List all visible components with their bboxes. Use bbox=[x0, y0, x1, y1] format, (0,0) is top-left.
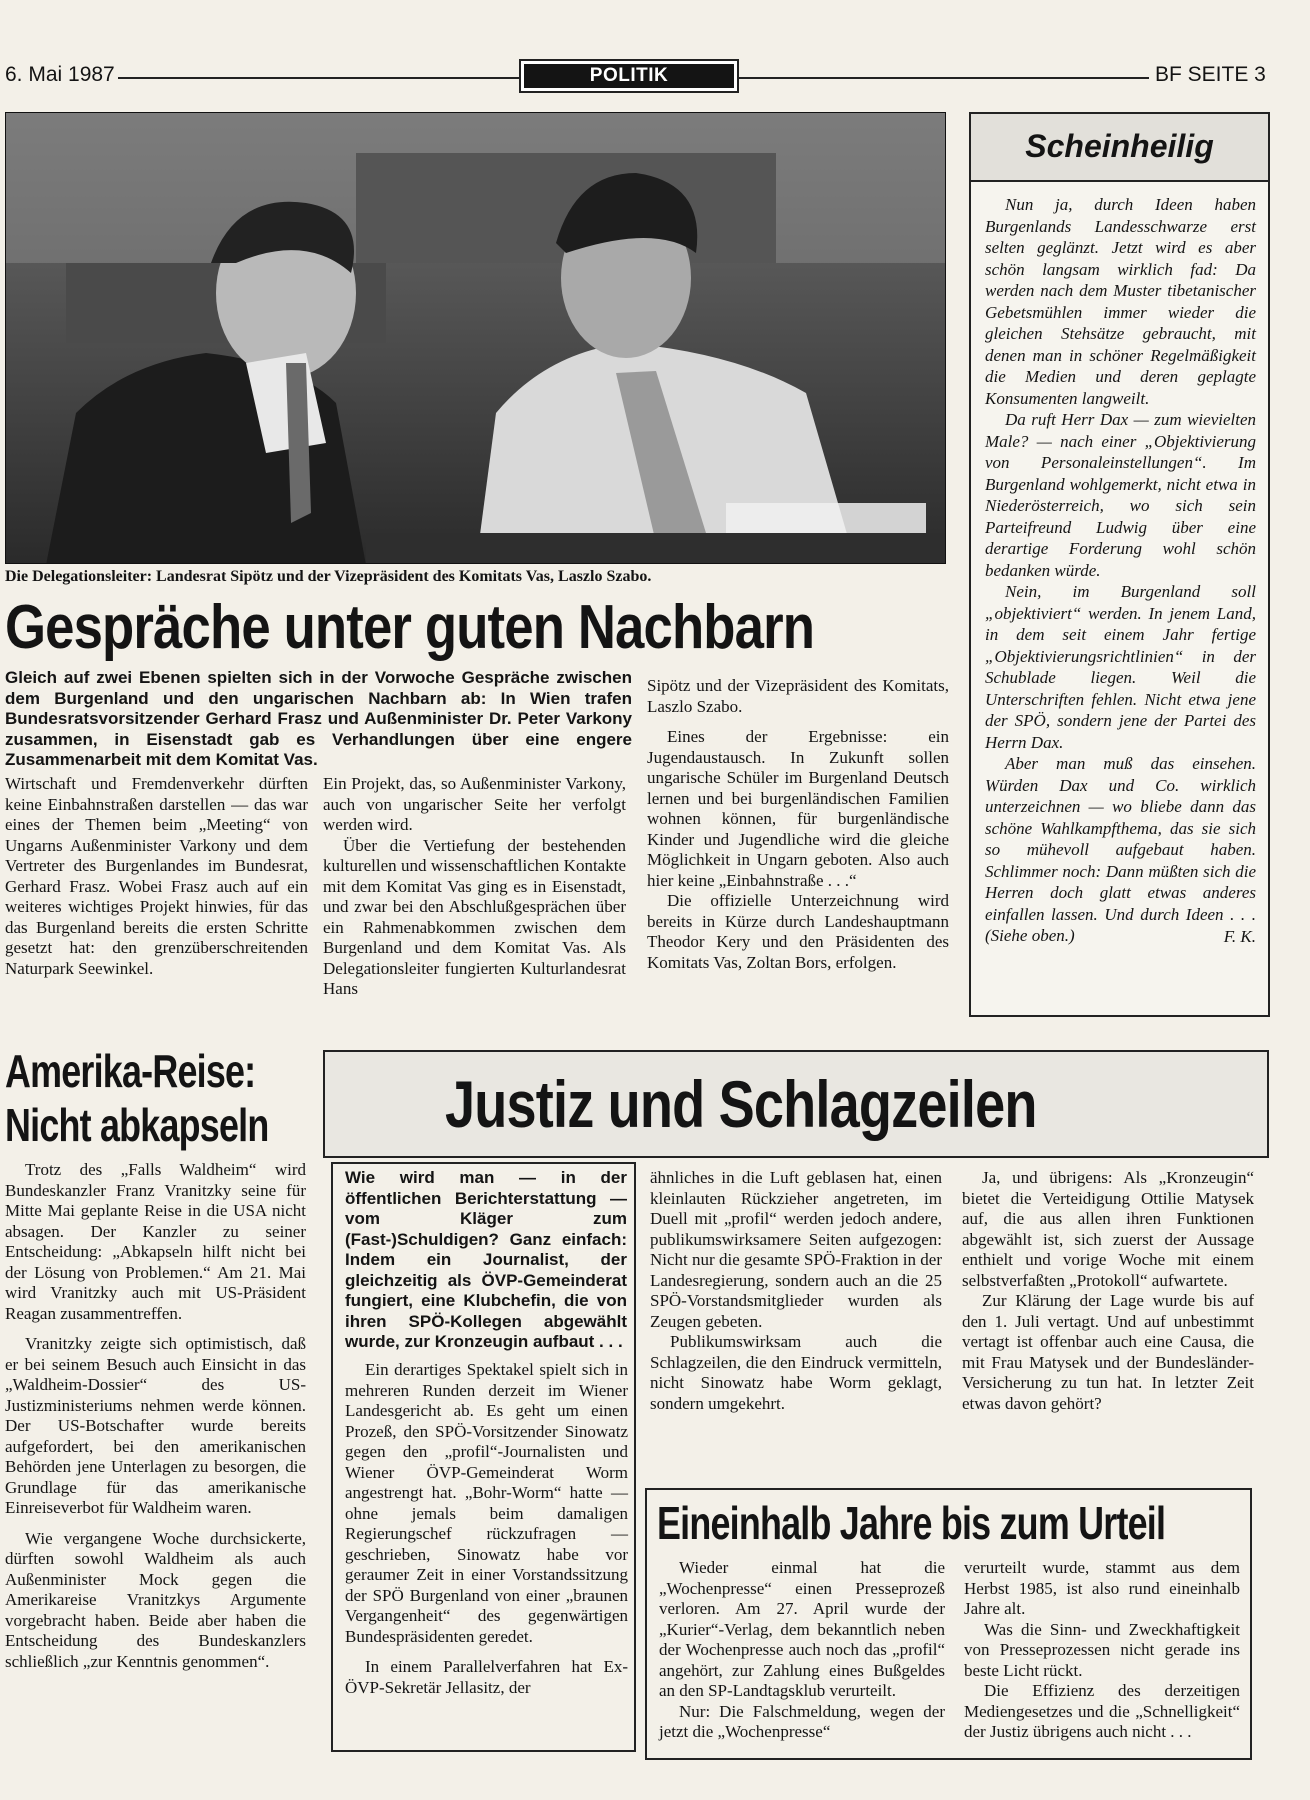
justiz-col-2 bbox=[650, 1168, 942, 1414]
justiz-col2-p1: ähnliches in die Luft geblasen hat, einen kleinlauten Rückzieher angetreten, im Duell mit „profil“ werden jedoch andere, publikumswirksamere Seiten aufgezogen: Nicht nur die gesamte SPÖ-Fraktion in der Landesregierung, sondern auch an die 25 SPÖ-Vorstandsmitglieder wurden als Zeugen gebeten. bbox=[650, 1168, 942, 1331]
main-col2-p2: Über die Vertiefung der bestehenden kulturellen und wissenschaftlichen Kontakte mit dem Komitat Vas ging es in Eisenstadt, und zwar bei den Abschlußgesprächen über ein Rahmenabkommen zwischen dem Burgenland und dem Komitat Vas. Als Delegationsleiter fungierten Kulturlandesrat Hans bbox=[323, 835, 626, 998]
commentary-p3: Nein, im Burgenland soll „objektiviert“ werden. In jenem Land, in dem seit einem Jahr fertige „Objektivierungsrichtlinien“ in der Schublade liegen. Weil die Unterschriften fehlen. Nicht etwa jene der SPÖ, sondern jene der Partei des Herrn Dax. bbox=[985, 582, 1256, 752]
main-col1-text: Wirtschaft und Fremdenverkehr dürften keine Einbahnstraßen darstellen — das war eines der Themen beim „Meeting“ von Ungarns Außenminister Varkony und dem Vertreter des Burgenlandes im Bundesrat, Gerhard Frasz. Wobei Frasz auch auf ein weiteres wichtiges Projekt hinwies, für das das Burgenland bereits die ersten Schritte gesetzt hat: den grenzüberschreitenden Naturpark Seewinkel. bbox=[5, 774, 308, 978]
urteil-col1-p1: Wieder einmal hat die „Wochenpresse“ einen Presseprozeß verloren. Am 27. April wurde der „Kurier“-Verlag, dem bekanntlich neben der Wochenpresse auch noch das „profil“ angehört, zur Zahlung eines Bußgeldes an den SP-Landtagsklub verurteilt. bbox=[659, 1558, 945, 1700]
urteil-col2-p2: Was die Sinn- und Zweckhaftigkeit von Presseprozessen nicht gerade ins beste Licht rückt. bbox=[964, 1619, 1240, 1680]
urteil-box bbox=[645, 1488, 1252, 1760]
main-headline: Gespräche unter guten Nachbarn bbox=[5, 593, 815, 662]
commentary-p2: Da ruft Herr Dax — zum wievielten Male? — nach einer „Objektivierung von Personaleinstellungen“. Im Burgenland wohlgemerkt, nicht etwa in Niederösterreich, wo sich sein Parteifreund Ludwig über eine derartige Forderung wohl schön bedanken würde. bbox=[985, 410, 1256, 580]
section-label-box bbox=[519, 59, 739, 93]
urteil-col1-p2: Nur: Die Falschmeldung, wegen der jetzt die „Wochenpresse“ bbox=[659, 1701, 945, 1741]
justiz-col1-p2: In einem Parallelverfahren hat Ex-ÖVP-Sekretär Jellasitz, der bbox=[345, 1657, 628, 1697]
justiz-headline-box bbox=[323, 1050, 1269, 1158]
main-col3-p1: Sipötz und der Vizepräsident des Komitats, Laszlo Szabo. bbox=[647, 676, 949, 716]
main-col3-p3: Die offizielle Unterzeichnung wird bereits in Kürze durch Landeshauptmann Theodor Kery und den Präsidenten des Komitats Vas, Zoltan Bors, erfolgen. bbox=[647, 891, 949, 972]
justiz-col3-p1: Ja, und übrigens: Als „Kronzeugin“ bietet die Verteidigung Ottilie Matysek auf, die aus allen ihren Funktionen abgewählt ist, sich zuerst der Aussage enthielt und vorige Woche mit einem selbstverfaßten „Protokoll“ aufwartete. bbox=[962, 1168, 1254, 1290]
justiz-col3-p2: Zur Klärung der Lage wurde bis auf den 1. Juli vertagt. Und auf unbestimmt vertagt ist offenbar auch eine Causa, die mit Frau Matysek und der Bundesländer-Versicherung zu tun hat. In letzter Zeit etwas davon gehört? bbox=[962, 1291, 1254, 1413]
justiz-col-1 bbox=[345, 1360, 628, 1698]
photo-caption: Die Delegationsleiter: Landesrat Sipötz und der Vizepräsident des Komitats Vas, Laszlo Szabo. bbox=[5, 568, 652, 585]
header-rule-right bbox=[739, 77, 1149, 79]
urteil-col-2 bbox=[964, 1558, 1240, 1743]
urteil-col2-p1: verurteilt wurde, stammt aus dem Herbst 1985, ist also rund eineinhalb Jahre alt. bbox=[964, 1558, 1240, 1618]
amerika-p3: Wie vergangene Woche durchsickerte, dürften sowohl Waldheim als auch Außenminister Mock gegen die Amerikareise Vranitzkys Argumente vorgebracht haben. Beide aber haben die Entscheidung des Bundeskanzlers schließlich „zur Kenntnis genommen“. bbox=[5, 1528, 306, 1671]
photo-illustration bbox=[6, 113, 946, 564]
amerika-p2: Vranitzky zeigte sich optimistisch, daß er bei seinem Besuch auch Einsicht in das „Waldheim-Dossier“ des US-Justizministeriums nehmen werde können. Der US-Botschafter wurde bereits aufgefordert, bei den amerikanischen Behörden jene Unterlagen zu besorgen, die Grundlage für das amerikanische Einreiseverbot für Waldheim waren. bbox=[5, 1334, 306, 1517]
amerika-p1: Trotz des „Falls Waldheim“ wird Bundeskanzler Franz Vranitzky seine für Mitte Mai geplante Reise in die USA nicht absagen. Der Kanzler zu seiner Entscheidung: „Abkapseln hilft nicht bei der Lösung von Problemen.“ Am 21. Mai wird Vranitzky auch mit US-Präsident Reagan zusammentreffen. bbox=[5, 1160, 306, 1323]
justiz-headline: Justiz und Schlagzeilen bbox=[445, 1067, 1037, 1141]
header-rule-left bbox=[118, 77, 519, 79]
main-col-2 bbox=[323, 774, 626, 1000]
amerika-body bbox=[5, 1160, 306, 1672]
amerika-headline-line1: Amerika-Reise: bbox=[5, 1045, 256, 1097]
delegation-photo bbox=[5, 112, 946, 564]
main-col3-p2: Eines der Ergebnisse: ein Jugendaustausch. In Zukunft sollen ungarische Schüler im Burgenland Deutsch lernen und bei burgenländischen Familien wohnen können, für burgenländische Kinder und Jugendliche wird die gleiche Möglichkeit in Ungarn geboten. Also auch hier keine „Einbahnstraße . . .“ bbox=[647, 727, 949, 890]
urteil-headline: Eineinhalb Jahre bis zum Urteil bbox=[657, 1497, 1166, 1549]
main-lead: Gleich auf zwei Ebenen spielten sich in der Vorwoche Gespräche zwischen dem Burgenland und den ungarischen Nachbarn ab: In Wien trafen Bundesratsvorsitzender Gerhard Frasz und Außenminister Dr. Peter Varkony zusammen, in Eisenstadt gab es Verhandlungen über eine engere Zusammenarbeit mit dem Komitat Vas. bbox=[5, 668, 632, 769]
section-label: POLITIK bbox=[524, 64, 734, 88]
commentary-box bbox=[969, 112, 1270, 1017]
commentary-title: Scheinheilig bbox=[971, 114, 1268, 182]
justiz-lead: Wie wird man — in der öffentlichen Berichterstattung — vom Kläger zum (Fast-)Schuldigen? Ganz einfach: Indem ein Journalist, der gleichzeitig als ÖVP-Gemeinderat fungiert, eine Klubchefin, die von ihren SPÖ-Kollegen abgewählt wurde, zur Kronzeugin aufbaut . . . bbox=[345, 1168, 627, 1351]
urteil-col2-p3: Die Effizienz des derzeitigen Mediengesetzes und die „Schnelligkeit“ der Justiz übrigens auch nicht . . . bbox=[964, 1681, 1240, 1741]
commentary-p4: Aber man muß das einsehen. Würden Dax und Co. wirklich unterzeichnen — wo bliebe dann das schöne Wahlkampfthema, das sie sich so mühevoll aufgebaut haben. Schlimmer noch: Dann müßten sich die Herren doch glatt etwas anderes einfallen lassen. Und durch Ideen . . . (Siehe oben.) bbox=[985, 754, 1256, 945]
justiz-col2-p2: Publikumswirksam auch die Schlagzeilen, die den Eindruck vermitteln, nicht Sinowatz habe Worm geklagt, sondern umgekehrt. bbox=[650, 1332, 942, 1413]
main-col-3 bbox=[647, 676, 949, 973]
issue-date: 6. Mai 1987 bbox=[5, 63, 115, 86]
commentary-p1: Nun ja, durch Ideen haben Burgenlands Landesschwarze erst selten geglänzt. Jetzt wird es aber schön langsam wirklich fad: Da werden nach dem Muster tibetanischer Gebetsmühlen immer wieder die gleichen Stehsätze gebraucht, mit denen man in schöner Regelmäßigkeit die Medien und deren geplagte Konsumenten langweilt. bbox=[985, 195, 1256, 408]
main-col-1 bbox=[5, 774, 308, 979]
commentary-body bbox=[971, 182, 1268, 947]
justiz-col-3 bbox=[962, 1168, 1254, 1414]
amerika-headline-line2: Nicht abkapseln bbox=[5, 1099, 269, 1151]
justiz-col1-p1: Ein derartiges Spektakel spielt sich in mehreren Runden derzeit im Wiener Landesgericht ab. Es geht um einen Prozeß, den SPÖ-Vorsitzender Sinowatz gegen den „profil“-Journalisten und Wiener ÖVP-Gemeinderat Worm angestrengt hat. „Bohr-Worm“ hatte — ohne jemals beim damaligen Regierungschef rückzufragen — geschrieben, Sinowatz habe vor geraumer Zeit in einer Vorstandssitzung der SPÖ Burgenland von einer „braunen Vergangenheit“ des gegenwärtigen Bundespräsidenten geredet. bbox=[345, 1360, 628, 1646]
urteil-col-1 bbox=[659, 1558, 945, 1743]
page-label: BF SEITE 3 bbox=[1155, 63, 1266, 86]
commentary-signature: F. K. bbox=[1223, 926, 1256, 946]
main-col2-p1: Ein Projekt, das, so Außenminister Varkony, auch von ungarischer Seite her verfolgt werden wird. bbox=[323, 774, 626, 834]
